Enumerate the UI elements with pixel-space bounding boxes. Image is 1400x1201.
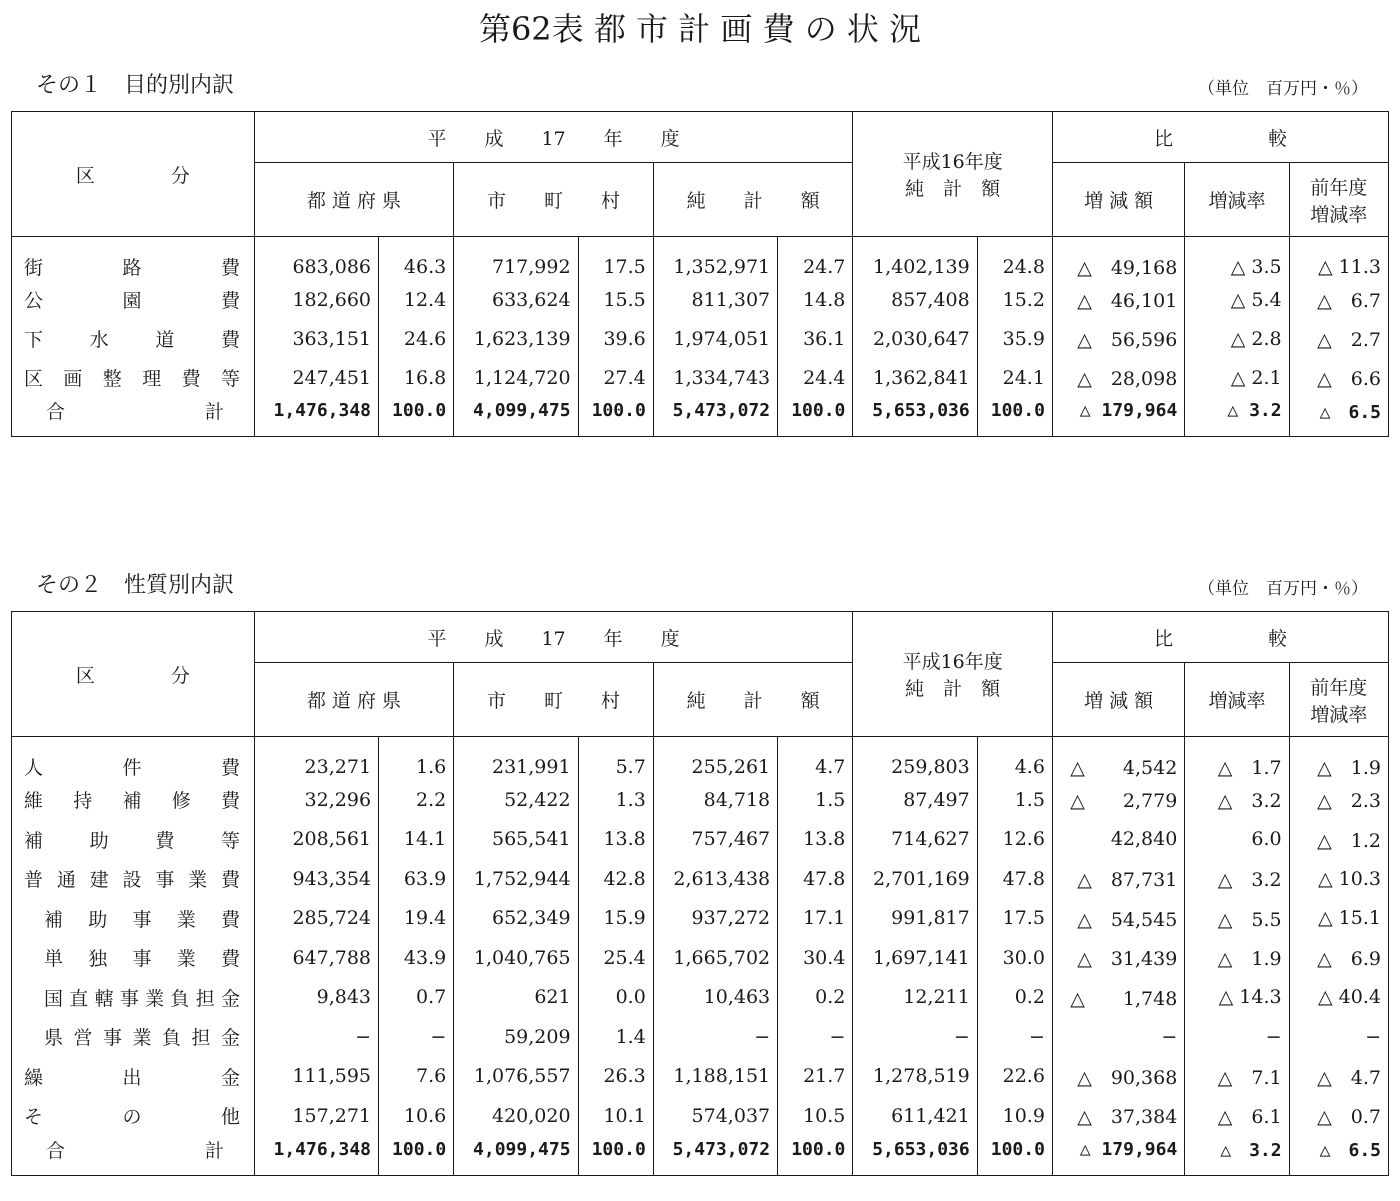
cell-c2: 24.6 [379,319,454,358]
table-row [12,859,1389,899]
cell-c3: 231,991 [454,737,578,781]
cell-c6: − [778,1017,853,1057]
cell-c9: △ 179,964 [1052,1136,1184,1176]
table-row [12,899,1389,939]
row-label-text: 繰出金 [24,1066,240,1089]
cell-c4: 15.5 [578,280,653,319]
cell-c2: 12.4 [379,280,454,319]
header-hikaku: 比 較 [1052,112,1388,163]
cell-c3: 1,040,765 [454,938,578,978]
total-row [12,397,1389,437]
header-hikaku: 比 較 [1052,612,1388,663]
row-label [12,899,255,939]
cell-c7: 2,701,169 [853,859,977,899]
row-label [12,397,255,437]
cell-c1: 1,476,348 [254,1136,378,1176]
row-label [12,938,255,978]
row-label [12,1136,255,1176]
cell-c5: 255,261 [653,737,777,781]
table-row [12,737,1389,781]
cell-c2: 14.1 [379,820,454,860]
cell-c2: 10.6 [379,1096,454,1136]
page-title: 第62表 都 市 計 画 費 の 状 況 [478,10,922,48]
table-row [12,938,1389,978]
cell-c11: △ 11.3 [1289,237,1388,281]
cell-c7: 714,627 [853,820,977,860]
section1-unit-label: （単位 百万円・％） [1198,79,1368,99]
cell-c5: 757,467 [653,820,777,860]
cell-c9: △ 46,101 [1052,280,1184,319]
row-label [12,859,255,899]
header-zennendo-line2: 増減率 [1310,703,1368,726]
cell-c3: 420,020 [454,1096,578,1136]
table-row [12,358,1389,397]
cell-c6: 10.5 [778,1096,853,1136]
cell-c10: △ 5.5 [1185,899,1289,939]
header-h16-line1: 平成16年度 [902,651,1003,673]
cell-c2: − [379,1017,454,1057]
cell-c6: 4.7 [778,737,853,781]
cell-c8: 30.0 [977,938,1052,978]
cell-c9: △ 56,596 [1052,319,1184,358]
header-todofuken: 都 道 府 県 [254,163,454,237]
cell-c2: 16.8 [379,358,454,397]
cell-c2: 2.2 [379,780,454,820]
table-row [12,280,1389,319]
cell-c11: △ 1.9 [1289,737,1388,781]
cell-c3: 1,623,139 [454,319,578,358]
cell-c7: 87,497 [853,780,977,820]
cell-c6: 30.4 [778,938,853,978]
cell-c7: 5,653,036 [853,1136,977,1176]
header-junkeigaku: 純 計 額 [653,163,853,237]
cell-c8: 4.6 [977,737,1052,781]
row-label-text: 区画整理費等 [24,368,240,390]
header-zougenritsu: 増減率 [1185,663,1289,737]
cell-c8: 22.6 [977,1057,1052,1097]
header-zennendo [1289,663,1388,737]
row-label-text: 普通建設事業費 [24,869,240,892]
cell-c1: 247,451 [254,358,378,397]
cell-c2: 1.6 [379,737,454,781]
cell-c2: 63.9 [379,859,454,899]
cell-c11: − [1289,1017,1388,1057]
cell-c6: 14.8 [778,280,853,319]
cell-c10: △ 2.1 [1185,358,1289,397]
row-label-text: 国直轄事業負担金 [44,987,240,1010]
cell-c10: △ 2.8 [1185,319,1289,358]
cell-c7: 1,402,139 [853,237,977,281]
row-label-text: 下水道費 [24,329,240,351]
cell-c10: △ 3.2 [1185,397,1289,437]
cell-c10: − [1185,1017,1289,1057]
table-row [12,780,1389,820]
cell-c11: △ 2.7 [1289,319,1388,358]
cell-c5: 1,352,971 [653,237,777,281]
purpose-breakdown-table [11,111,1389,437]
total-row [12,1136,1389,1176]
cell-c11: △ 6.5 [1289,397,1388,437]
cell-c10: △ 7.1 [1185,1057,1289,1097]
cell-c3: 717,992 [454,237,578,281]
cell-c1: 363,151 [254,319,378,358]
cell-c3: 1,752,944 [454,859,578,899]
row-label-text: 単独事業費 [44,948,240,971]
cell-c11: △ 6.7 [1289,280,1388,319]
cell-c9: △ 1,748 [1052,978,1184,1018]
cell-c4: 13.8 [578,820,653,860]
cell-c8: 24.8 [977,237,1052,281]
header-h16-line2: 純 計 額 [905,178,1001,200]
row-label-text: 合 計 [46,401,224,423]
cell-c5: 811,307 [653,280,777,319]
cell-c11: △ 15.1 [1289,899,1388,939]
header-h16-line2: 純 計 額 [905,678,1001,700]
cell-c8: 15.2 [977,280,1052,319]
cell-c5: 937,272 [653,899,777,939]
cell-c7: 12,211 [853,978,977,1018]
cell-c7: − [853,1017,977,1057]
header-h17: 平 成 17 年 度 [254,112,853,163]
table-row [12,978,1389,1018]
cell-c5: − [653,1017,777,1057]
header-h17: 平 成 17 年 度 [254,612,853,663]
cell-c5: 5,473,072 [653,1136,777,1176]
cell-c3: 1,076,557 [454,1057,578,1097]
cell-c1: 157,271 [254,1096,378,1136]
cell-c2: 100.0 [379,1136,454,1176]
cell-c5: 2,613,438 [653,859,777,899]
row-label [12,1057,255,1097]
cell-c8: 35.9 [977,319,1052,358]
cell-c7: 1,362,841 [853,358,977,397]
row-label-text: 合 計 [46,1139,224,1162]
cell-c9: △ 179,964 [1052,397,1184,437]
header-zennendo-line1: 前年度 [1310,676,1368,699]
cell-c9: △ 31,439 [1052,938,1184,978]
cell-c10: △ 3.2 [1185,1136,1289,1176]
cell-c8: 10.9 [977,1096,1052,1136]
cell-c11: △ 10.3 [1289,859,1388,899]
row-label [12,780,255,820]
cell-c10: △ 1.7 [1185,737,1289,781]
cell-c1: 683,086 [254,237,378,281]
cell-c1: 23,271 [254,737,378,781]
cell-c10: 6.0 [1185,820,1289,860]
cell-c11: △ 4.7 [1289,1057,1388,1097]
cell-c2: 46.3 [379,237,454,281]
cell-c7: 611,421 [853,1096,977,1136]
cell-c5: 574,037 [653,1096,777,1136]
row-label-text: 県営事業負担金 [44,1027,240,1050]
cell-c3: 4,099,475 [454,397,578,437]
row-label-text: その他 [24,1106,240,1129]
row-label [12,1096,255,1136]
cell-c9: △ 37,384 [1052,1096,1184,1136]
cell-c9: △ 54,545 [1052,899,1184,939]
cell-c2: 43.9 [379,938,454,978]
row-label-text: 維持補修費 [24,790,240,813]
header-shichoson: 市 町 村 [454,663,654,737]
cell-c3: 4,099,475 [454,1136,578,1176]
cell-c9: △ 87,731 [1052,859,1184,899]
table-row [12,319,1389,358]
row-label [12,1017,255,1057]
cell-c3: 565,541 [454,820,578,860]
cell-c2: 7.6 [379,1057,454,1097]
cell-c7: 857,408 [853,280,977,319]
cell-c4: 26.3 [578,1057,653,1097]
cell-c6: 100.0 [778,1136,853,1176]
section1-subtitle: その１ 目的別内訳 [36,73,235,98]
cell-c7: 1,697,141 [853,938,977,978]
cell-c1: 208,561 [254,820,378,860]
table-row [12,1017,1389,1057]
header-shichoson: 市 町 村 [454,163,654,237]
row-label-text: 街路費 [24,257,240,279]
cell-c1: 943,354 [254,859,378,899]
cell-c4: 27.4 [578,358,653,397]
row-label [12,978,255,1018]
table-row [12,1096,1389,1136]
cell-c4: 5.7 [578,737,653,781]
header-todofuken: 都 道 府 県 [254,663,454,737]
cell-c4: 100.0 [578,1136,653,1176]
header-h16 [853,612,1053,737]
cell-c6: 21.7 [778,1057,853,1097]
cell-c10: △ 5.4 [1185,280,1289,319]
row-label [12,358,255,397]
cell-c1: − [254,1017,378,1057]
cell-c3: 52,422 [454,780,578,820]
cell-c6: 24.4 [778,358,853,397]
row-label-text: 人件費 [24,757,240,779]
cell-c10: △ 3.2 [1185,859,1289,899]
cell-c9: △ 28,098 [1052,358,1184,397]
cell-c9: △ 2,779 [1052,780,1184,820]
cell-c6: 13.8 [778,820,853,860]
cell-c10: △ 1.9 [1185,938,1289,978]
header-zougengaku: 増 減 額 [1052,163,1184,237]
cell-c3: 621 [454,978,578,1018]
cell-c6: 47.8 [778,859,853,899]
cell-c1: 32,296 [254,780,378,820]
row-label-text: 公園費 [24,290,240,312]
cell-c4: 10.1 [578,1096,653,1136]
cell-c5: 1,334,743 [653,358,777,397]
cell-c4: 100.0 [578,397,653,437]
cell-c4: 0.0 [578,978,653,1018]
row-label [12,737,255,781]
cell-c5: 84,718 [653,780,777,820]
header-zougengaku: 増 減 額 [1052,663,1184,737]
cell-c3: 633,624 [454,280,578,319]
header-kubun: 区 分 [12,112,255,237]
header-kubun: 区 分 [12,612,255,737]
cell-c4: 42.8 [578,859,653,899]
cell-c8: 100.0 [977,397,1052,437]
cell-c9: △ 90,368 [1052,1057,1184,1097]
row-label-text: 補助事業費 [44,908,240,931]
cell-c3: 1,124,720 [454,358,578,397]
cell-c11: △ 2.3 [1289,780,1388,820]
row-label [12,319,255,358]
cell-c11: △ 1.2 [1289,820,1388,860]
cell-c6: 24.7 [778,237,853,281]
cell-c1: 1,476,348 [254,397,378,437]
section2-unit-label: （単位 百万円・％） [1198,579,1368,599]
cell-c11: △ 6.9 [1289,938,1388,978]
cell-c11: △ 6.5 [1289,1136,1388,1176]
cell-c5: 1,188,151 [653,1057,777,1097]
table-row [12,1057,1389,1097]
cell-c10: △ 3.2 [1185,780,1289,820]
header-h16-line1: 平成16年度 [902,151,1003,173]
cell-c7: 259,803 [853,737,977,781]
header-junkeigaku: 純 計 額 [653,663,853,737]
cell-c5: 1,665,702 [653,938,777,978]
cell-c6: 1.5 [778,780,853,820]
cell-c4: 1.4 [578,1017,653,1057]
cell-c1: 111,595 [254,1057,378,1097]
section2-subtitle: その２ 性質別内訳 [36,573,235,598]
row-label [12,237,255,281]
cell-c7: 1,278,519 [853,1057,977,1097]
cell-c1: 285,724 [254,899,378,939]
cell-c10: △ 6.1 [1185,1096,1289,1136]
cell-c9: 42,840 [1052,820,1184,860]
header-zennendo-line1: 前年度 [1310,176,1368,199]
cell-c2: 100.0 [379,397,454,437]
cell-c1: 9,843 [254,978,378,1018]
cell-c9: − [1052,1017,1184,1057]
cell-c6: 17.1 [778,899,853,939]
cell-c4: 17.5 [578,237,653,281]
cell-c1: 647,788 [254,938,378,978]
cell-c9: △ 49,168 [1052,237,1184,281]
cell-c3: 652,349 [454,899,578,939]
header-zennendo-line2: 増減率 [1310,203,1368,226]
table-row [12,237,1389,281]
cell-c5: 10,463 [653,978,777,1018]
cell-c8: 100.0 [977,1136,1052,1176]
cell-c8: 12.6 [977,820,1052,860]
cell-c9: △ 4,542 [1052,737,1184,781]
cell-c8: 47.8 [977,859,1052,899]
cell-c8: 24.1 [977,358,1052,397]
cell-c5: 1,974,051 [653,319,777,358]
cell-c4: 1.3 [578,780,653,820]
table-row [12,820,1389,860]
cell-c10: △ 14.3 [1185,978,1289,1018]
cell-c8: 0.2 [977,978,1052,1018]
cell-c7: 5,653,036 [853,397,977,437]
cell-c2: 0.7 [379,978,454,1018]
cell-c11: △ 40.4 [1289,978,1388,1018]
cell-c6: 36.1 [778,319,853,358]
cell-c4: 39.6 [578,319,653,358]
header-h16 [853,112,1053,237]
cell-c6: 0.2 [778,978,853,1018]
cell-c7: 2,030,647 [853,319,977,358]
row-label [12,280,255,319]
cell-c3: 59,209 [454,1017,578,1057]
cell-c4: 15.9 [578,899,653,939]
header-zennendo [1289,163,1388,237]
cell-c8: − [977,1017,1052,1057]
cell-c2: 19.4 [379,899,454,939]
cell-c10: △ 3.5 [1185,237,1289,281]
nature-breakdown-table [11,611,1389,1176]
row-label-text: 補助費等 [24,829,240,852]
cell-c6: 100.0 [778,397,853,437]
cell-c11: △ 0.7 [1289,1096,1388,1136]
cell-c4: 25.4 [578,938,653,978]
cell-c8: 17.5 [977,899,1052,939]
cell-c7: 991,817 [853,899,977,939]
row-label [12,820,255,860]
header-zougenritsu: 増減率 [1185,163,1289,237]
cell-c8: 1.5 [977,780,1052,820]
cell-c11: △ 6.6 [1289,358,1388,397]
cell-c1: 182,660 [254,280,378,319]
cell-c5: 5,473,072 [653,397,777,437]
